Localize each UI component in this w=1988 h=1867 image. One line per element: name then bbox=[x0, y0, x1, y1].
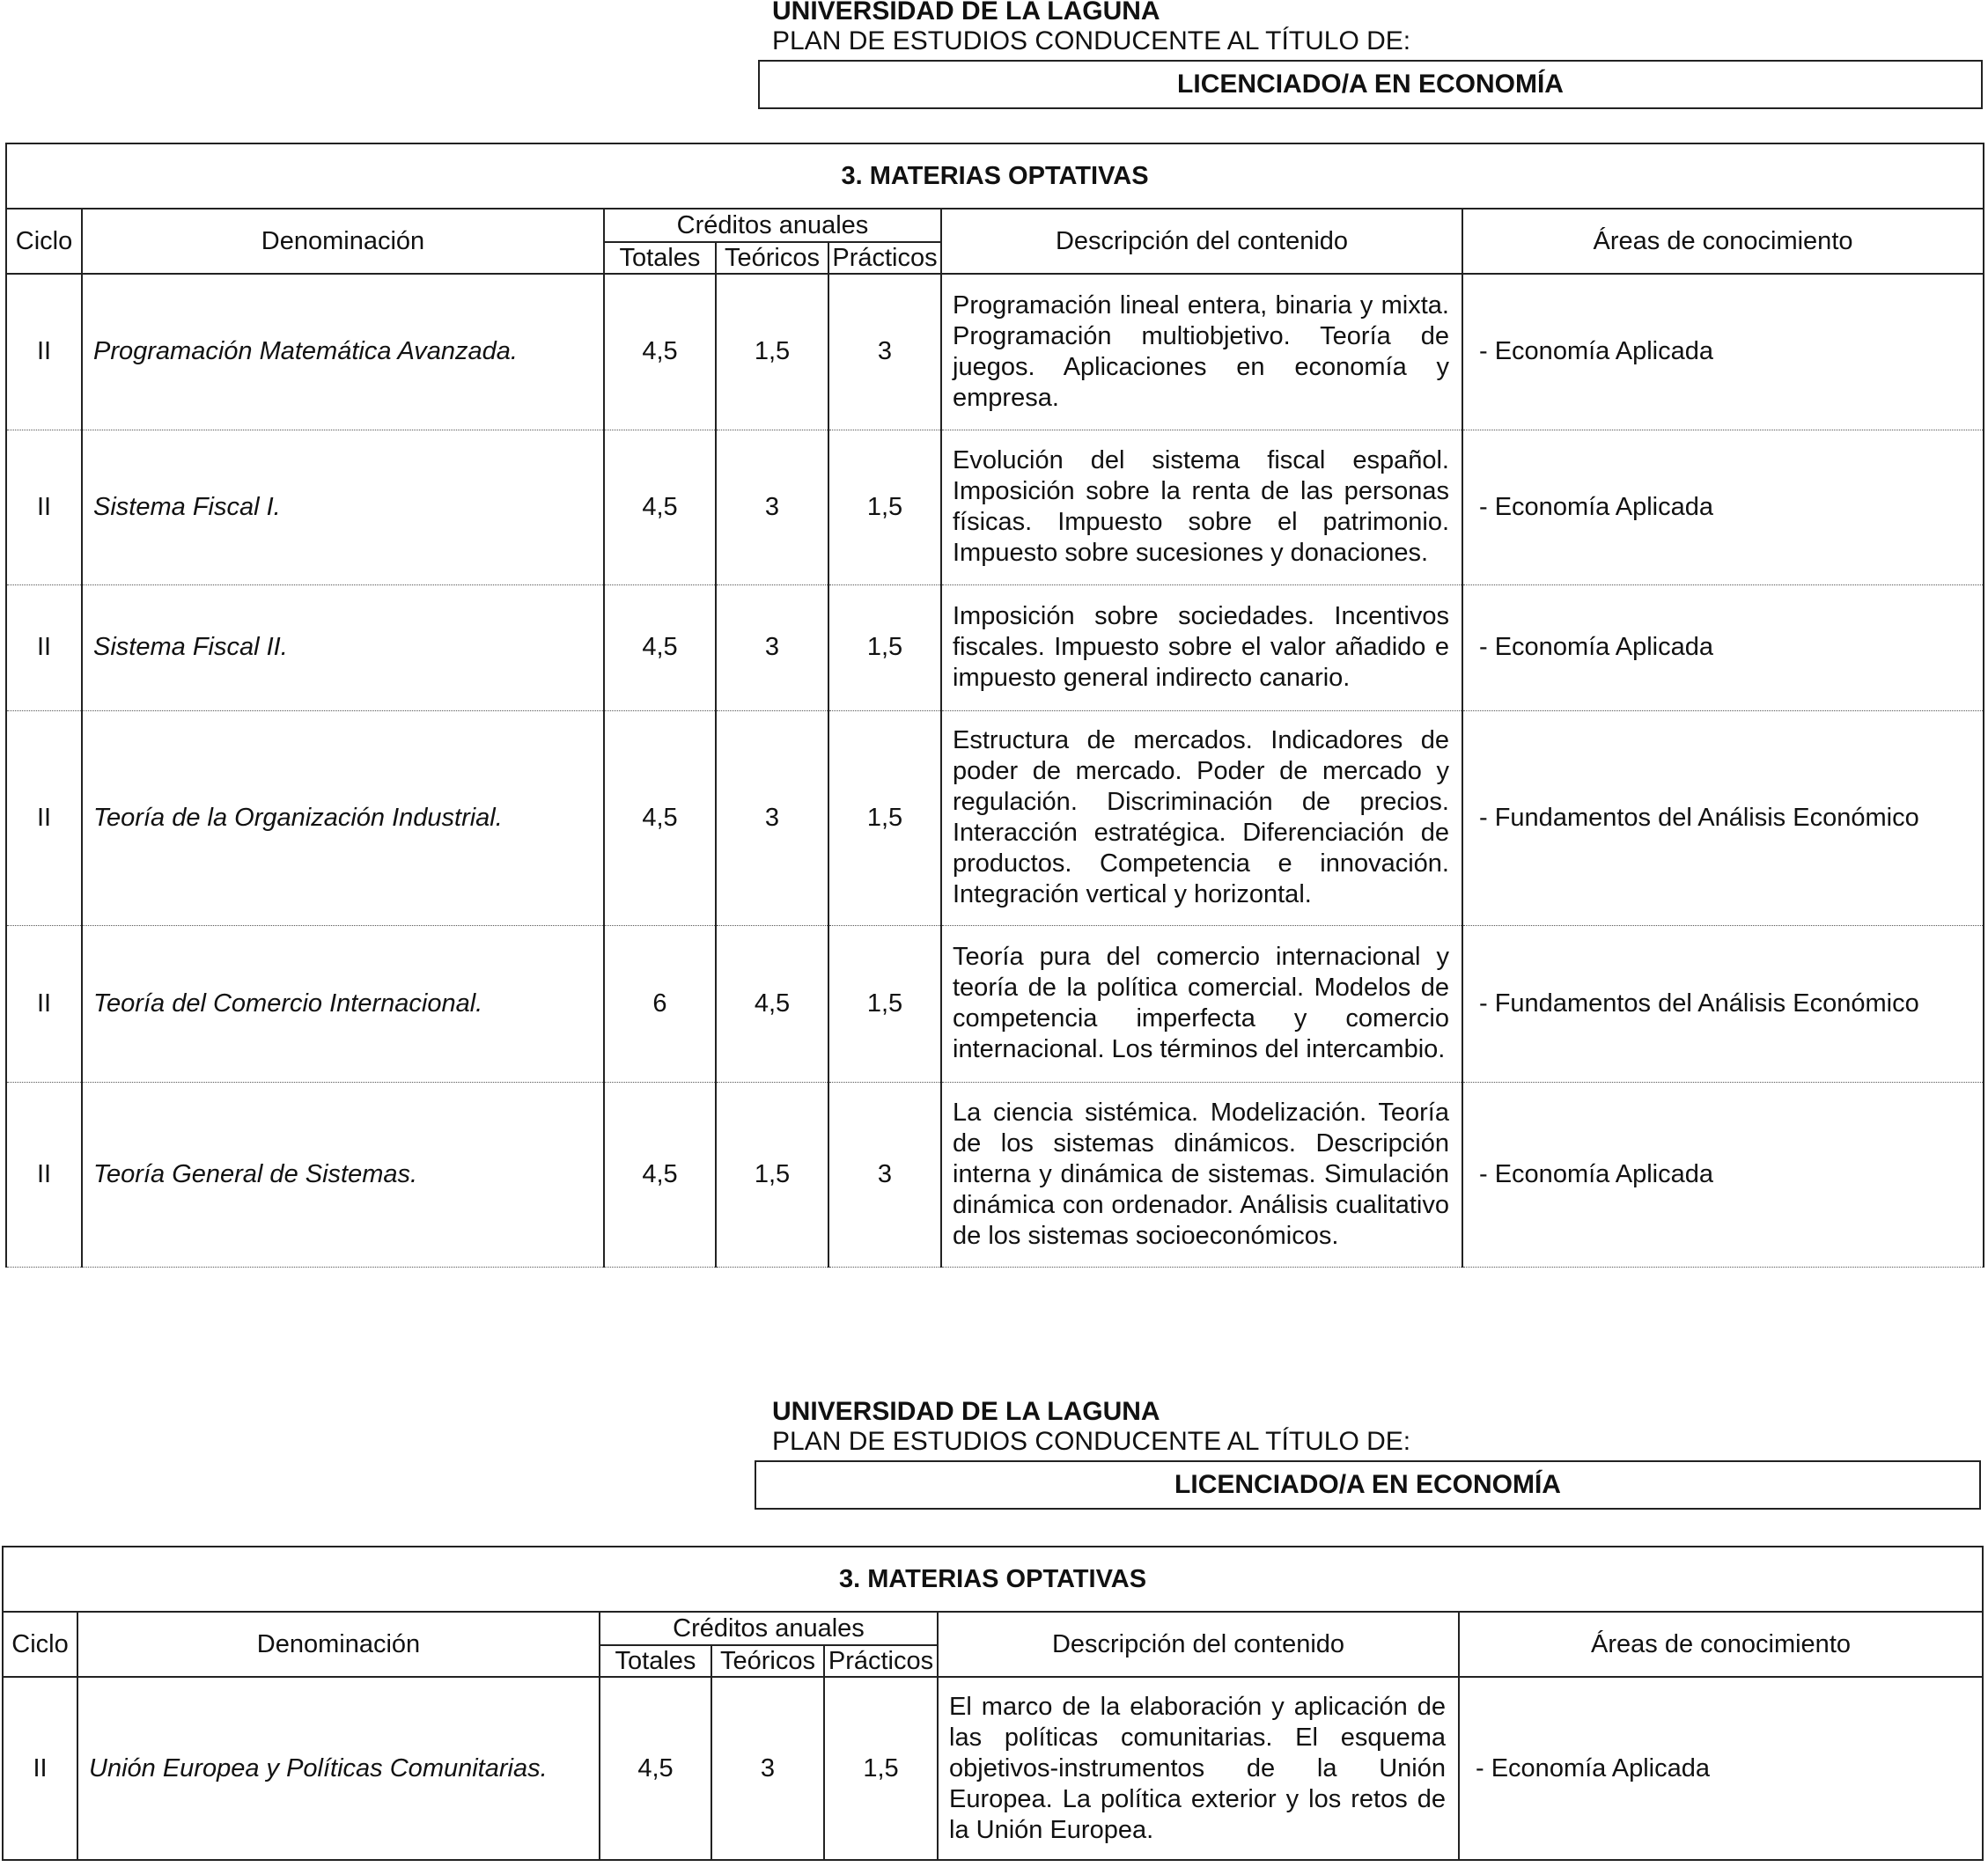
cell-denominacion: Sistema Fiscal II. bbox=[82, 584, 604, 710]
cell-descripcion: El marco de la elaboración y aplicación de las políticas comunitarias. El esquema objetivos-instrumentos de la Unión Europea. La política exterior y los retos de la Unión Europea. bbox=[938, 1677, 1459, 1860]
cell-practicos: 1,5 bbox=[828, 430, 941, 584]
cell-descripcion: Programación lineal entera, binaria y mixta. Programación multiobjetivo. Teoría de juegos. Aplicaciones en economía y empresa. bbox=[941, 274, 1462, 430]
table-row bbox=[6, 430, 1984, 584]
cell-practicos: 1,5 bbox=[824, 1677, 938, 1860]
table-row bbox=[6, 710, 1984, 925]
cell-totales: 4,5 bbox=[604, 710, 716, 925]
courses-table bbox=[5, 143, 1984, 1268]
col-header-teoricos: Teóricos bbox=[716, 242, 828, 274]
cell-practicos: 1,5 bbox=[828, 584, 941, 710]
cell-ciclo: II bbox=[6, 430, 82, 584]
cell-totales: 4,5 bbox=[604, 274, 716, 430]
table-row bbox=[6, 584, 1984, 710]
document-header bbox=[772, 0, 1410, 56]
cell-denominacion: Programación Matemática Avanzada. bbox=[82, 274, 604, 430]
cell-practicos: 3 bbox=[828, 1082, 941, 1267]
cell-ciclo: II bbox=[6, 925, 82, 1082]
plan-title: PLAN DE ESTUDIOS CONDUCENTE AL TÍTULO DE: bbox=[772, 26, 1411, 55]
cell-totales: 4,5 bbox=[604, 1082, 716, 1267]
col-header-areas: Áreas de conocimiento bbox=[1462, 209, 1984, 274]
cell-ciclo: II bbox=[6, 584, 82, 710]
table-row bbox=[6, 274, 1984, 430]
cell-practicos: 3 bbox=[828, 274, 941, 430]
cell-denominacion: Teoría General de Sistemas. bbox=[82, 1082, 604, 1267]
cell-descripcion: Estructura de mercados. Indicadores de poder de mercado. Poder de mercado y regulación. Discriminación de precios. Interacción estratégica. Diferenciación de productos. Competencia e innovación. Integración vertical y horizontal. bbox=[941, 710, 1462, 925]
university-name: UNIVERSIDAD DE LA LAGUNA bbox=[772, 1397, 1160, 1426]
col-header-denominacion: Denominación bbox=[82, 209, 604, 274]
col-header-areas: Áreas de conocimiento bbox=[1459, 1612, 1983, 1677]
table-row bbox=[6, 925, 1984, 1082]
col-header-descripcion: Descripción del contenido bbox=[941, 209, 1462, 274]
cell-teoricos: 1,5 bbox=[716, 274, 828, 430]
table-row bbox=[3, 1677, 1983, 1860]
col-header-creditos: Créditos anuales bbox=[604, 209, 941, 242]
cell-denominacion: Teoría del Comercio Internacional. bbox=[82, 925, 604, 1082]
cell-teoricos: 3 bbox=[711, 1677, 824, 1860]
col-header-descripcion: Descripción del contenido bbox=[938, 1612, 1459, 1677]
cell-practicos: 1,5 bbox=[828, 710, 941, 925]
plan-title: PLAN DE ESTUDIOS CONDUCENTE AL TÍTULO DE: bbox=[772, 1427, 1411, 1456]
cell-descripcion: Evolución del sistema fiscal español. Imposición sobre la renta de las personas físicas. Impuesto sobre el patrimonio. Impuesto sobre sucesiones y donaciones. bbox=[941, 430, 1462, 584]
cell-area: - Economía Aplicada bbox=[1462, 430, 1984, 584]
degree-title: LICENCIADO/A EN ECONOMÍA bbox=[758, 60, 1983, 109]
document-header bbox=[772, 1397, 1410, 1457]
cell-area: - Fundamentos del Análisis Económico bbox=[1462, 710, 1984, 925]
cell-teoricos: 4,5 bbox=[716, 925, 828, 1082]
cell-teoricos: 3 bbox=[716, 584, 828, 710]
section-title: 3. MATERIAS OPTATIVAS bbox=[3, 1547, 1983, 1612]
col-header-ciclo: Ciclo bbox=[3, 1612, 77, 1677]
col-header-creditos: Créditos anuales bbox=[600, 1612, 938, 1645]
col-header-teoricos: Teóricos bbox=[711, 1645, 824, 1677]
cell-descripcion: Imposición sobre sociedades. Incentivos fiscales. Impuesto sobre el valor añadido e impuesto general indirecto canario. bbox=[941, 584, 1462, 710]
degree-title: LICENCIADO/A EN ECONOMÍA bbox=[755, 1460, 1981, 1510]
col-header-practicos: Prácticos bbox=[828, 242, 941, 274]
table-row bbox=[6, 1082, 1984, 1267]
section-title: 3. MATERIAS OPTATIVAS bbox=[6, 143, 1984, 209]
courses-table bbox=[2, 1546, 1984, 1861]
cell-practicos: 1,5 bbox=[828, 925, 941, 1082]
cell-ciclo: II bbox=[6, 710, 82, 925]
cell-denominacion: Sistema Fiscal I. bbox=[82, 430, 604, 584]
cell-denominacion: Unión Europea y Políticas Comunitarias. bbox=[77, 1677, 600, 1860]
cell-totales: 4,5 bbox=[604, 430, 716, 584]
cell-descripcion: La ciencia sistémica. Modelización. Teoría de los sistemas dinámicos. Descripción interna y dinámica de sistemas. Simulación dinámica con ordenador. Análisis cualitativo de los sistemas socioeconómicos. bbox=[941, 1082, 1462, 1267]
cell-teoricos: 3 bbox=[716, 430, 828, 584]
cell-teoricos: 3 bbox=[716, 710, 828, 925]
cell-totales: 6 bbox=[604, 925, 716, 1082]
cell-denominacion: Teoría de la Organización Industrial. bbox=[82, 710, 604, 925]
cell-ciclo: II bbox=[3, 1677, 77, 1860]
cell-area: - Economía Aplicada bbox=[1462, 1082, 1984, 1267]
cell-descripcion: Teoría pura del comercio internacional y teoría de la política comercial. Modelos de competencia imperfecta y comercio internacional. Los términos del intercambio. bbox=[941, 925, 1462, 1082]
cell-area: - Economía Aplicada bbox=[1462, 584, 1984, 710]
cell-teoricos: 1,5 bbox=[716, 1082, 828, 1267]
cell-totales: 4,5 bbox=[600, 1677, 711, 1860]
cell-area: - Fundamentos del Análisis Económico bbox=[1462, 925, 1984, 1082]
col-header-totales: Totales bbox=[604, 242, 716, 274]
cell-ciclo: II bbox=[6, 274, 82, 430]
cell-ciclo: II bbox=[6, 1082, 82, 1267]
cell-area: - Economía Aplicada bbox=[1462, 274, 1984, 430]
col-header-denominacion: Denominación bbox=[77, 1612, 600, 1677]
col-header-ciclo: Ciclo bbox=[6, 209, 82, 274]
cell-totales: 4,5 bbox=[604, 584, 716, 710]
col-header-totales: Totales bbox=[600, 1645, 711, 1677]
col-header-practicos: Prácticos bbox=[824, 1645, 938, 1677]
university-name: UNIVERSIDAD DE LA LAGUNA bbox=[772, 0, 1160, 26]
cell-area: - Economía Aplicada bbox=[1459, 1677, 1983, 1860]
